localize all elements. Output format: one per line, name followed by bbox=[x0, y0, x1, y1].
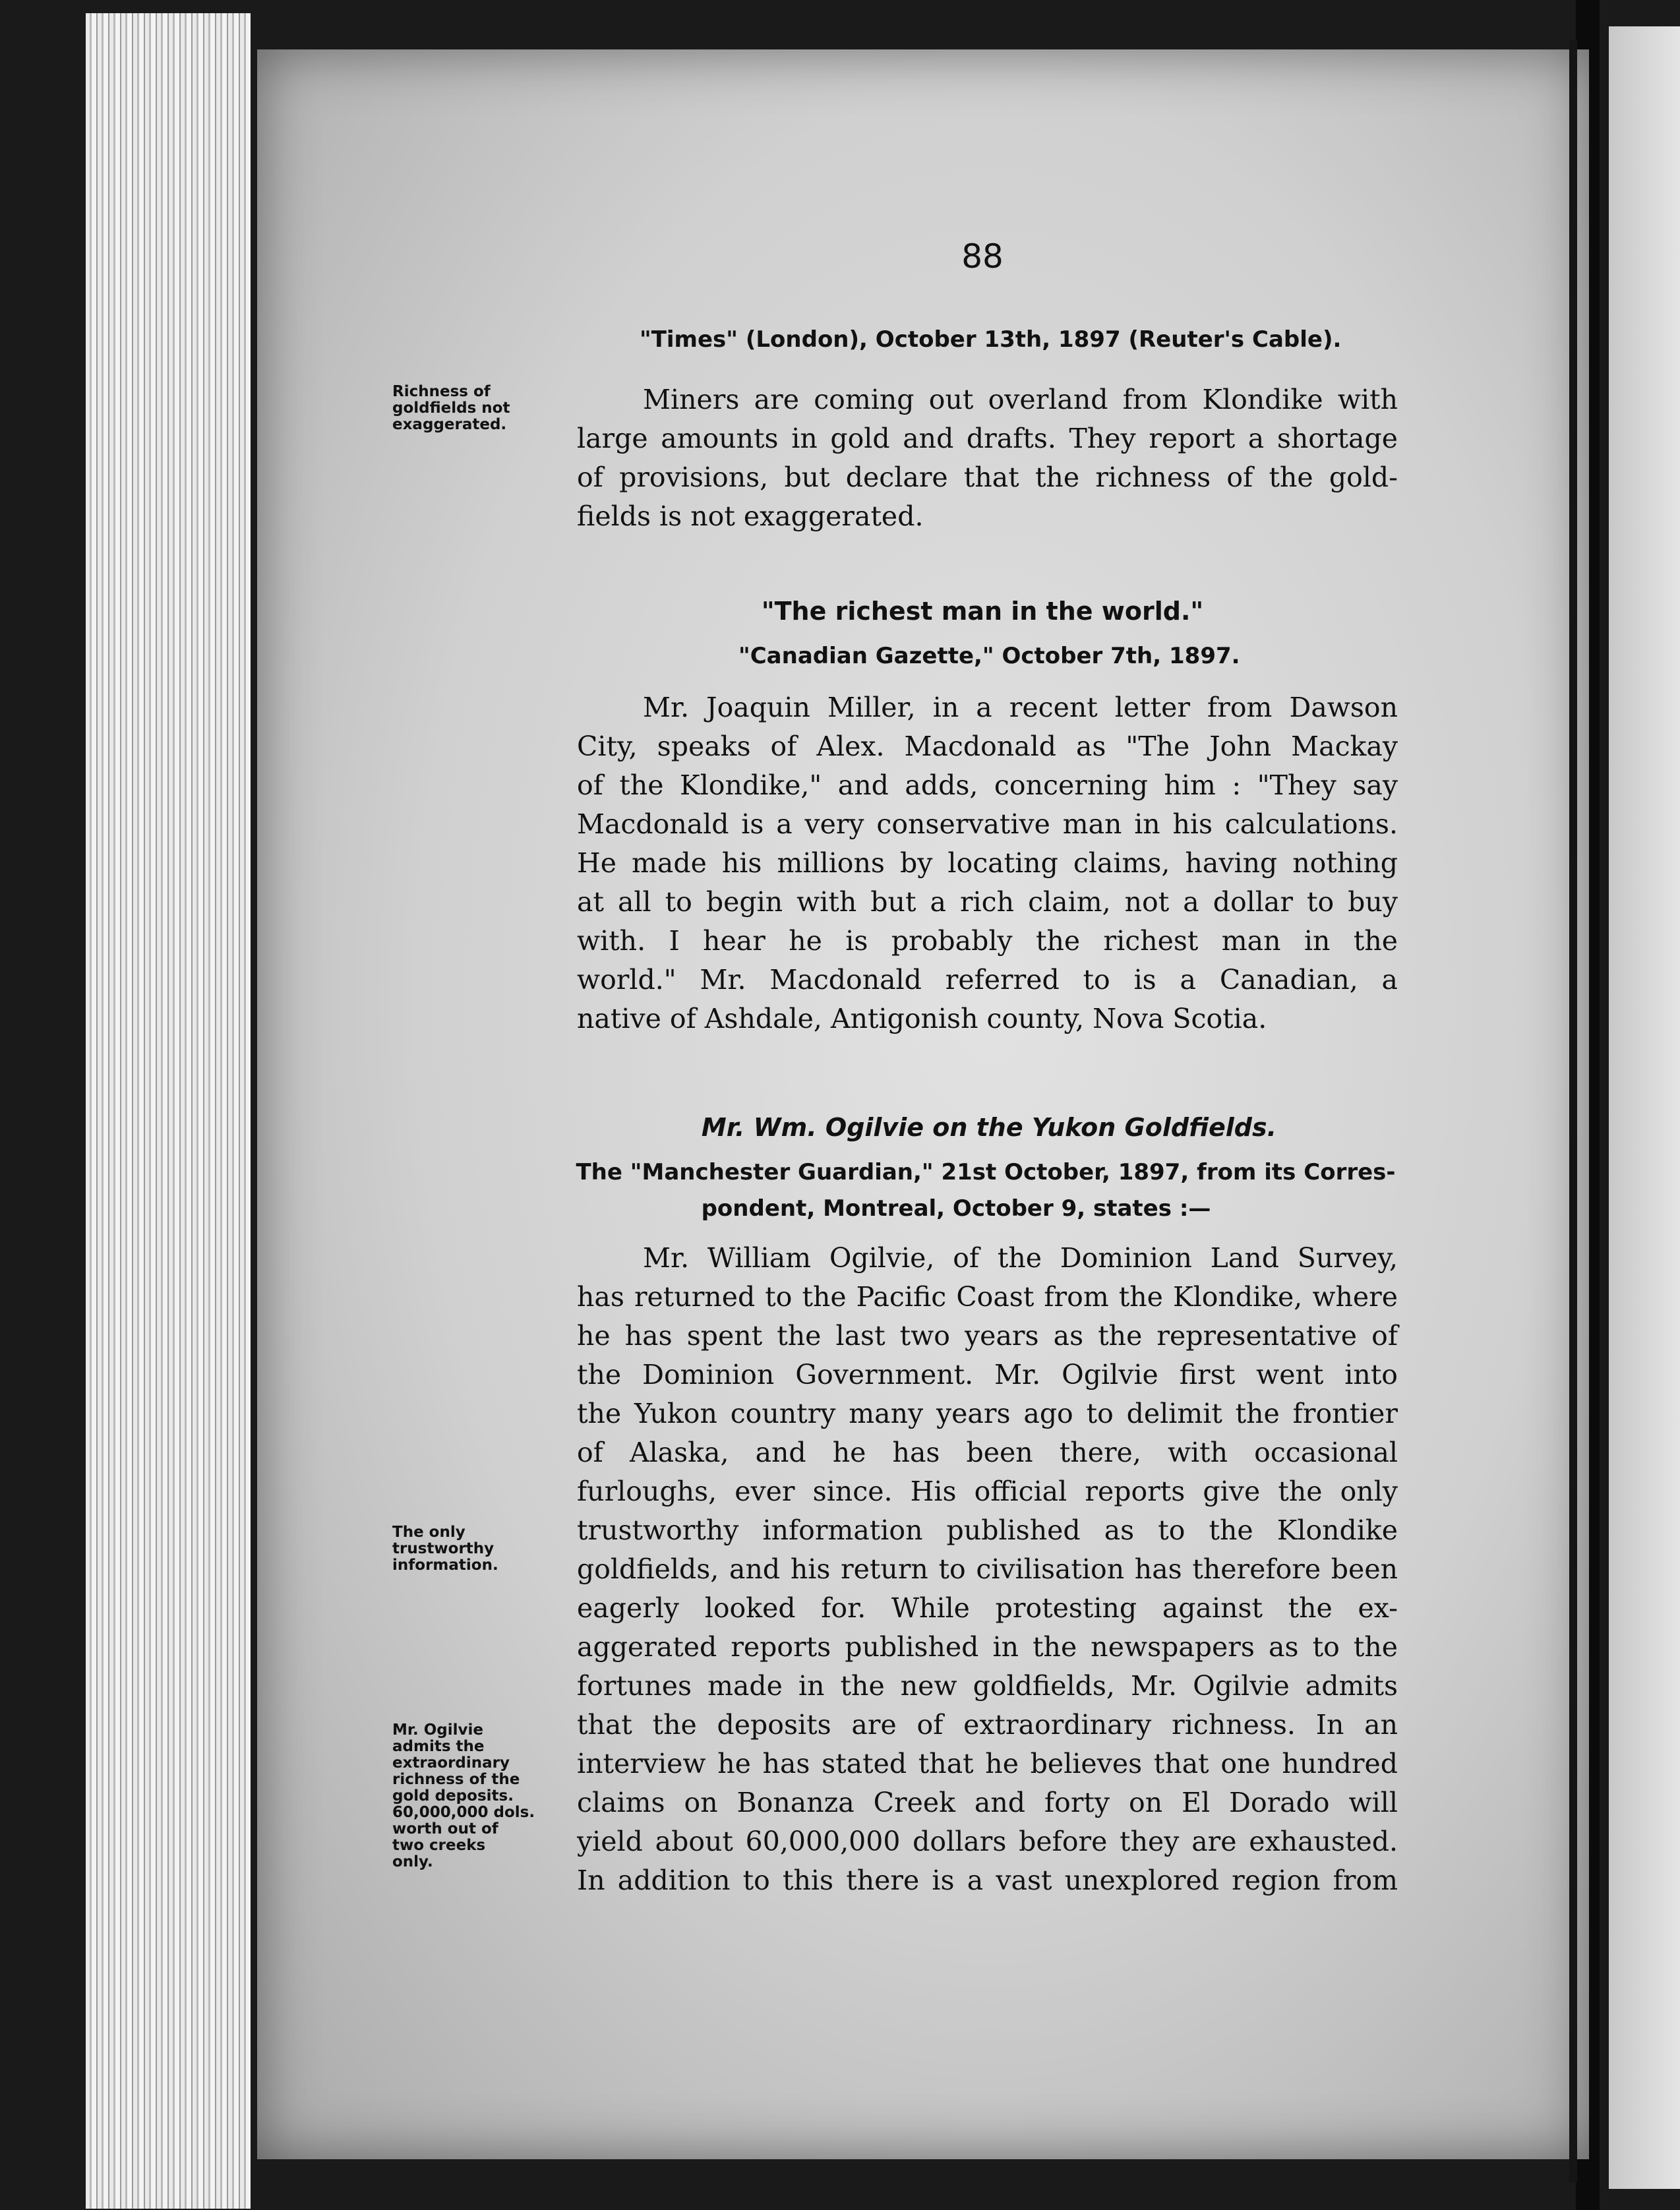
page-crease bbox=[1569, 40, 1577, 2182]
margin-note-line: admits the bbox=[392, 1738, 485, 1755]
margin-note-line: two creeks bbox=[392, 1837, 486, 1854]
paragraph-line: of provisions, but declare that the richness of the gold- bbox=[577, 462, 1398, 493]
paragraph-line: fields is not exaggerated. bbox=[577, 500, 924, 532]
paragraph-line: the Dominion Government. Mr. Ogilvie first went into bbox=[577, 1359, 1398, 1390]
margin-note-line: trustworthy bbox=[392, 1540, 495, 1557]
paragraph-line: Macdonald is a very conservative man in his calculations. bbox=[577, 808, 1398, 840]
margin-note-ogilvie bbox=[392, 1722, 570, 1870]
section-3-source-line-2: pondent, Montreal, October 9, states :— bbox=[701, 1195, 1211, 1222]
section-3-source-line-1: The "Manchester Guardian," 21st October, 1897, from its Corres- bbox=[576, 1159, 1396, 1185]
paragraph-line: aggerated reports published in the newspapers as to the bbox=[577, 1631, 1398, 1663]
paragraph-line: In addition to this there is a vast unexplored region from bbox=[577, 1865, 1398, 1896]
paragraph-line: Mr. William Ogilvie, of the Dominion Land Survey, bbox=[643, 1242, 1398, 1274]
margin-note-line: gold deposits. bbox=[392, 1787, 514, 1805]
margin-note-line: only. bbox=[392, 1853, 433, 1870]
paragraph-line: Mr. Joaquin Miller, in a recent letter from Dawson bbox=[643, 692, 1398, 723]
margin-note-line: The only bbox=[392, 1524, 465, 1541]
page-number: 88 bbox=[961, 237, 1004, 276]
paragraph-line: at all to begin with but a rich claim, not a dollar to buy bbox=[577, 886, 1398, 918]
paragraph-line: of Alaska, and he has been there, with occasional bbox=[577, 1437, 1398, 1468]
paragraph-line: claims on Bonanza Creek and forty on El Dorado will bbox=[577, 1787, 1398, 1818]
margin-note-line: information. bbox=[392, 1557, 498, 1574]
margin-note-line: Richness of bbox=[392, 383, 491, 400]
margin-note-line: worth out of bbox=[392, 1820, 498, 1837]
paragraph-line: large amounts in gold and drafts. They report a shortage bbox=[577, 423, 1398, 454]
section-2-source: "Canadian Gazette," October 7th, 1897. bbox=[738, 643, 1240, 669]
margin-note-richness bbox=[392, 384, 570, 433]
margin-note-line: richness of the bbox=[392, 1771, 520, 1788]
page-stack-edges bbox=[86, 13, 251, 2209]
paragraph-line: that the deposits are of extraordinary richness. In an bbox=[577, 1709, 1398, 1741]
paragraph-line: yield about 60,000,000 dollars before they are exhausted. bbox=[577, 1826, 1398, 1857]
margin-note-line: 60,000,000 dols. bbox=[392, 1804, 535, 1821]
paragraph-line: trustworthy information published as to the Klondike bbox=[577, 1514, 1398, 1546]
paragraph-line: with. I hear he is probably the richest man in the bbox=[577, 925, 1398, 957]
facing-page-edge bbox=[1609, 26, 1680, 2189]
section-3-title: Mr. Wm. Ogilvie on the Yukon Goldfields. bbox=[701, 1113, 1277, 1142]
paragraph-line: of the Klondike," and adds, concerning him : "They say bbox=[577, 769, 1398, 801]
margin-note-line: Mr. Ogilvie bbox=[392, 1721, 483, 1739]
paragraph-line: Miners are coming out overland from Klondike with bbox=[643, 384, 1398, 415]
paragraph-line: native of Ashdale, Antigonish county, Nova Scotia. bbox=[577, 1003, 1267, 1034]
paragraph-line: interview he has stated that he believes that one hundred bbox=[577, 1748, 1398, 1779]
paragraph-line: furloughs, ever since. His official reports give the only bbox=[577, 1476, 1398, 1507]
section-1-heading: "Times" (London), October 13th, 1897 (Reuter's Cable). bbox=[640, 326, 1342, 353]
paragraph-line: He made his millions by locating claims, having nothing bbox=[577, 847, 1398, 879]
margin-note-line: extraordinary bbox=[392, 1754, 510, 1772]
paragraph-line: goldfields, and his return to civilisation has therefore been bbox=[577, 1553, 1398, 1585]
section-2-title: "The richest man in the world." bbox=[761, 597, 1204, 626]
paragraph-line: the Yukon country many years ago to delimit the frontier bbox=[577, 1398, 1398, 1429]
paragraph-line: eagerly looked for. While protesting against the ex- bbox=[577, 1592, 1398, 1624]
paragraph-line: has returned to the Pacific Coast from the Klondike, where bbox=[577, 1281, 1398, 1313]
paragraph-line: City, speaks of Alex. Macdonald as "The John Mackay bbox=[577, 731, 1398, 762]
margin-note-line: goldfields not bbox=[392, 400, 510, 417]
paragraph-line: he has spent the last two years as the representative of bbox=[577, 1320, 1398, 1352]
paragraph-line: fortunes made in the new goldfields, Mr. Ogilvie admits bbox=[577, 1670, 1398, 1702]
margin-note-trustworthy bbox=[392, 1524, 570, 1574]
margin-note-line: exaggerated. bbox=[392, 416, 507, 433]
paragraph-line: world." Mr. Macdonald referred to is a Canadian, a bbox=[577, 964, 1398, 996]
